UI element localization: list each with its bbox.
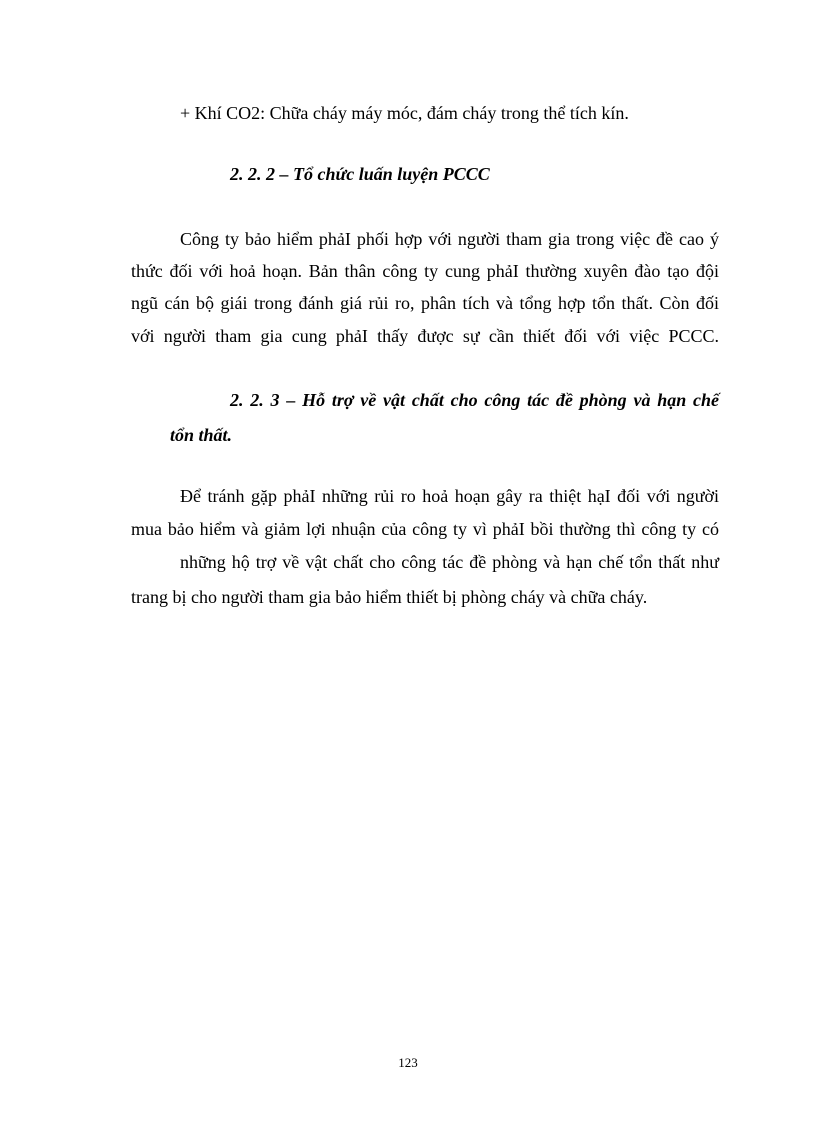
section-heading-2-2-2: 2. 2. 2 – Tổ chức luấn luyện PCCC <box>230 164 490 184</box>
paragraph-line: trang bị cho người tham gia bảo hiểm thiết bị phòng cháy và chữa cháy. <box>131 587 648 607</box>
paragraph-line: mua bảo hiểm và giảm lợi nhuận của công ty vì phảI bồi thường thì công ty có <box>131 519 719 539</box>
section-heading-2-2-3: 2. 2. 3 – Hỗ trợ về vật chất cho công tác đề phòng và hạn chế <box>230 390 719 410</box>
page-number: 123 <box>398 1055 418 1070</box>
paragraph-line: ngũ cán bộ giái trong đánh giá rủi ro, phân tích và tổng hợp tổn thất. Còn đối <box>131 293 719 313</box>
paragraph-line: Để tránh gặp phảI những rủi ro hoả hoạn gây ra thiệt hạI đối với người <box>180 486 719 506</box>
section-heading-2-2-3-continued: tổn thất. <box>170 425 233 445</box>
bullet-line: + Khí CO2: Chữa cháy máy móc, đám cháy trong thể tích kín. <box>180 103 629 123</box>
paragraph-line: Công ty bảo hiểm phảI phối hợp với người tham gia trong việc đề cao ý <box>180 229 719 249</box>
paragraph-line: những hộ trợ về vật chất cho công tác đề phòng và hạn chế tổn thất như <box>180 552 719 572</box>
paragraph-line: với người tham gia cung phảI thấy được sự cần thiết đối với việc PCCC. <box>131 326 719 346</box>
paragraph-line: thức đối với hoả hoạn. Bản thân công ty cung phảI thường xuyên đào tạo đội <box>131 261 719 281</box>
